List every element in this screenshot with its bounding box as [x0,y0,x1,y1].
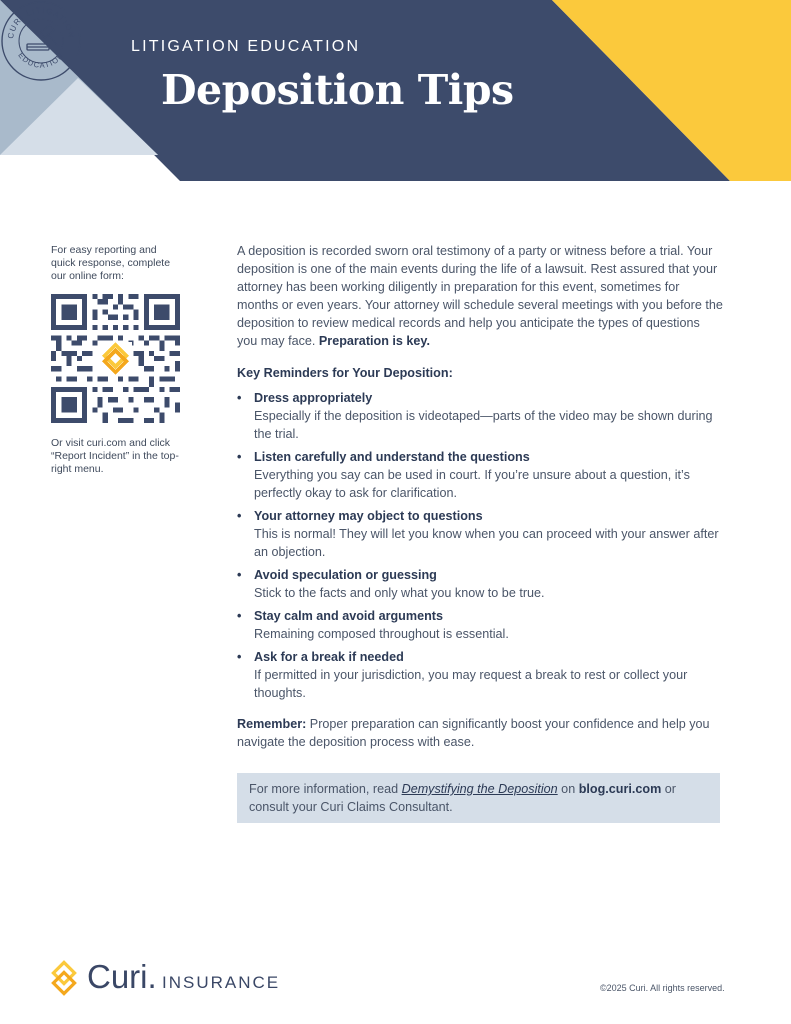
remember-paragraph [237,715,723,751]
list-item [237,607,723,643]
more-info-box [237,773,720,823]
intro-paragraph [237,242,723,350]
list-item [237,566,723,602]
brand-suffix: INSURANCE [162,973,281,992]
bullet: • [237,568,242,582]
tip-title: Dress appropriately [254,391,373,405]
gavel-icon [27,25,58,50]
key-reminders-heading: Key Reminders for Your Deposition: [237,366,453,380]
page-title: Deposition Tips [161,66,514,114]
remember-label: Remember: [237,717,307,731]
header-banner [0,0,791,181]
tip-title: Your attorney may object to questions [254,509,483,523]
tip-title: Stay calm and avoid arguments [254,609,443,623]
intro-emphasis: Preparation is key. [318,334,430,348]
tip-description: Everything you say can be used in court. If you’re unsure about a question, it’s perfectly okay to ask for clarification. [254,468,690,500]
demystifying-link[interactable]: Demystifying the Deposition [401,782,558,796]
info-suffix: or consult your Curi Claims Consultant. [249,782,676,814]
bullet: • [237,509,242,523]
tip-title: Avoid speculation or guessing [254,568,437,582]
intro-text: A deposition is recorded sworn oral testimony of a party or witness before a trial. Your deposition is one of the main events during the life of a lawsuit. Rest assured that your attorney has been working diligently in preparation for this event, sometimes for months or even years. Your attorney will schedule several meetings with you before the deposition to review medical records and help you anticipate the types of questions you may face. [237,244,723,348]
list-item [237,507,723,561]
sidebar-intro: For easy reporting and quick response, complete our online form: [51,244,171,282]
remember-text: Proper preparation can significantly boost your confidence and help you navigate the deposition process with ease. [237,717,710,749]
list-item [237,389,723,443]
tip-description: This is normal! They will let you know when you can proceed with your answer after an objection. [254,527,719,559]
bullet: • [237,450,242,464]
curi-diamond-logo-icon [47,958,83,998]
tip-description: Stick to the facts and only what you know to be true. [254,586,545,600]
header-eyebrow: LITIGATION EDUCATION [131,38,361,55]
tips-list [237,389,723,702]
tip-description: Especially if the deposition is videotaped—parts of the video may be shown during the trial. [254,409,713,441]
tip-description: If permitted in your jurisdiction, you may request a break to rest or collect your thoughts. [254,668,688,700]
tip-description: Remaining composed throughout is essential. [254,627,509,641]
info-mid: on [557,782,579,796]
tip-title: Ask for a break if needed [254,650,404,664]
list-item [237,648,723,702]
info-prefix: For more information, read [249,782,402,796]
main-content [237,242,723,764]
qr-code-icon[interactable] [51,294,180,423]
svg-text:EDUCATION [16,51,65,70]
bullet: • [237,391,242,405]
brand-name: Curi. [87,958,157,995]
curi-litigation-seal [0,0,82,82]
copyright: ©2025 Curi. All rights reserved. [600,983,725,993]
sidebar-visit-text: Or visit curi.com and click “Report Incident” in the top-right menu. [51,437,179,475]
seal-top-text: CURI LITIGATION [5,5,77,40]
tip-title: Listen carefully and understand the questions [254,450,530,464]
list-item [237,448,723,502]
bullet: • [237,650,242,664]
bullet: • [237,609,242,623]
blog-site-link[interactable]: blog.curi.com [578,782,662,796]
seal-bottom-text: EDUCATION [16,50,66,70]
